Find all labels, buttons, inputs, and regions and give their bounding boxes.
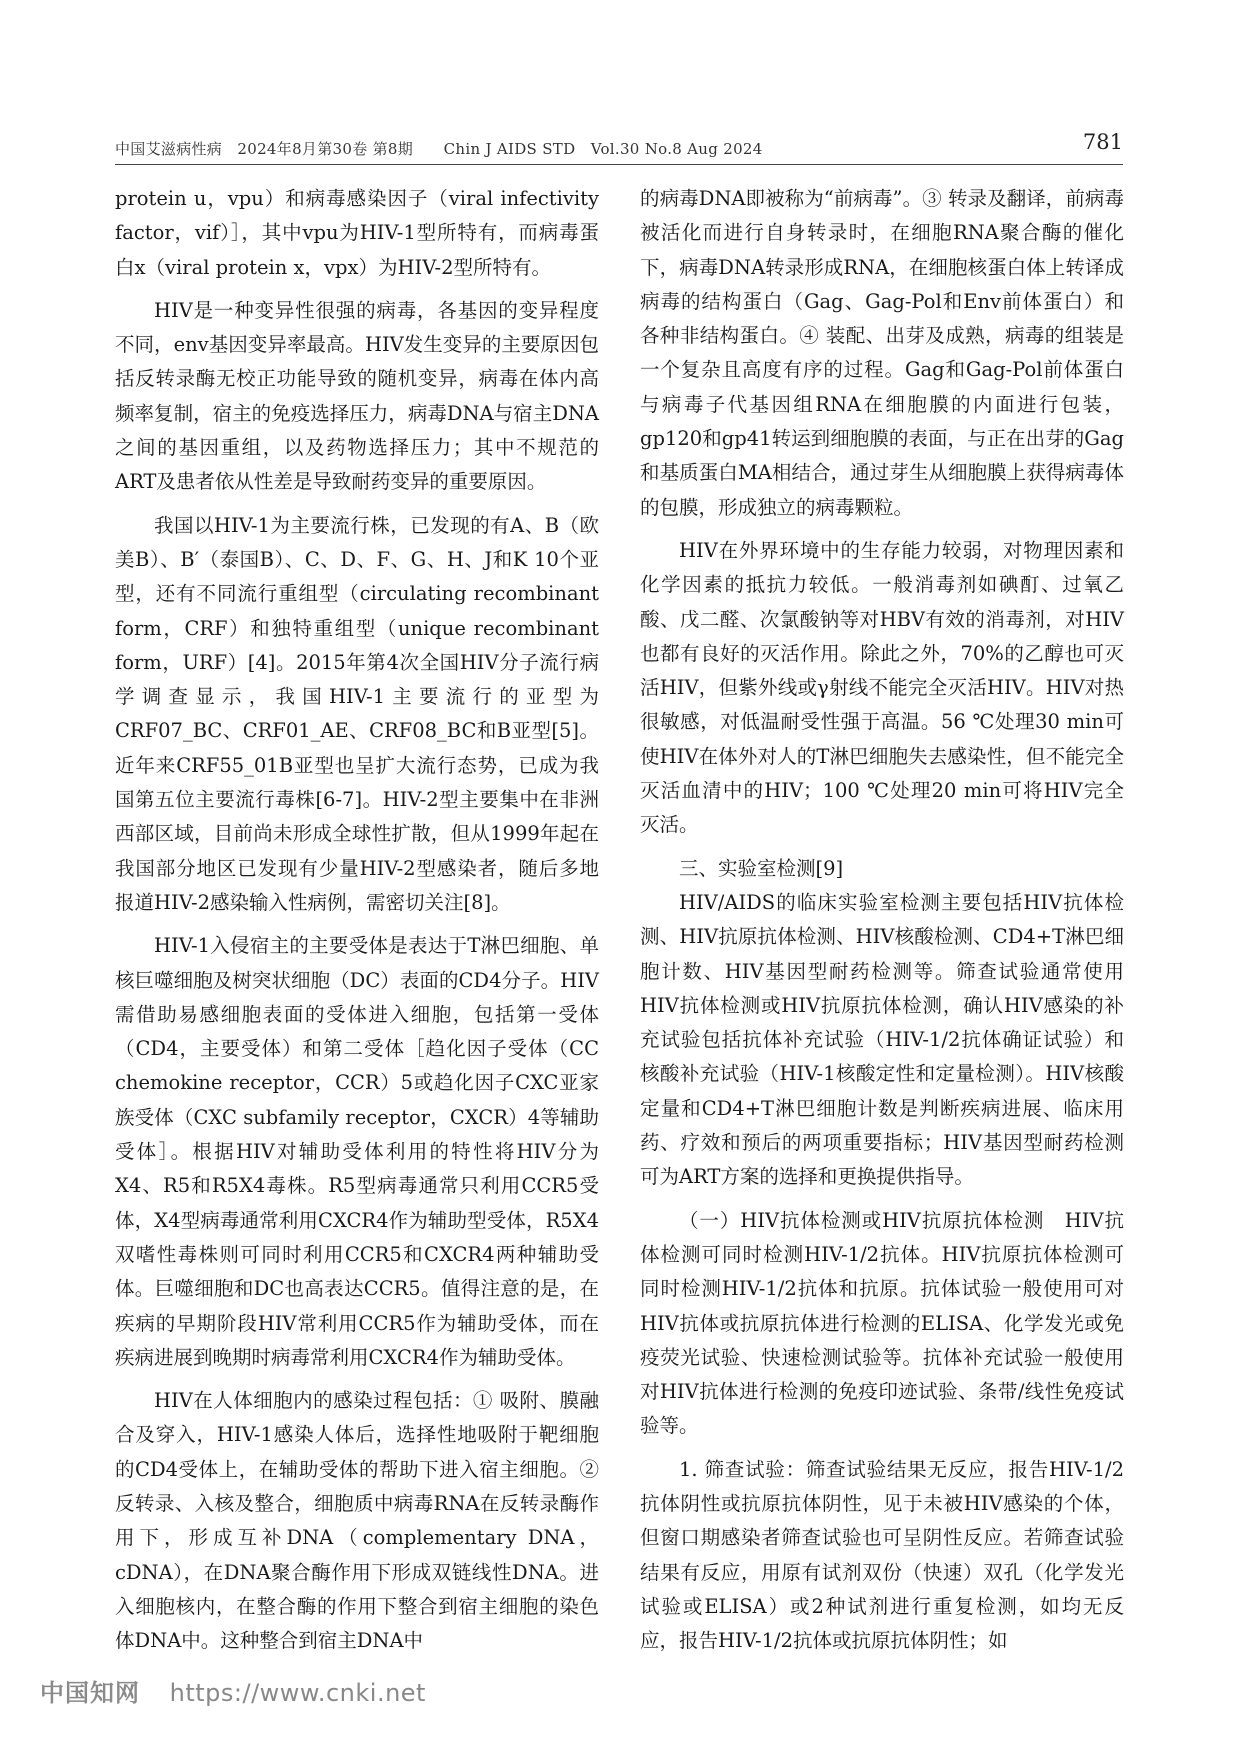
right-column [640,182,1124,1667]
paragraph: HIV-1入侵宿主的主要受体是表达于T淋巴细胞、单核巨噬细胞及树突状细胞（DC）表面的CD4分子。HIV需借助易感细胞表面的受体进入细胞，包括第一受体（CD4，主要受体）和第二受体［趋化因子受体（CC chemokine receptor，CCR）5或趋化因子CXC亚家族受体（CXC subfamily receptor，CXCR）4等辅助受体］。根据HIV对辅助受体利用的特性将HIV分为X4、R5和R5X4毒株。R5型病毒通常只利用CCR5受体，X4型病毒通常利用CXCR4作为辅助型受体，R5X4双嗜性毒株则可同时利用CCR5和CXCR4两种辅助受体。巨噬细胞和DC也高表达CCR5。值得注意的是，在疾病的早期阶段HIV常利用CCR5作为辅助受体，而在疾病进展到晚期时病毒常利用CXCR4作为辅助受体。 [115,934,599,1369]
paragraph: HIV/AIDS的临床实验室检测主要包括HIV抗体检测、HIV抗原抗体检测、HIV核酸检测、CD4+T淋巴细胞计数、HIV基因型耐药检测等。筛查试验通常使用HIV抗体检测或HIV抗原抗体检测，确认HIV感染的补充试验包括抗体补充试验（HIV-1/2抗体确证试验）和核酸补充试验（HIV-1核酸定性和定量检测）。HIV核酸定量和CD4+T淋巴细胞计数是判断疾病进展、临床用药、疗效和预后的两项重要指标；HIV基因型耐药检测可为ART方案的选择和更换提供指导。 [640,890,1124,1189]
left-column [115,182,599,1667]
paragraph: 1. 筛查试验：筛查试验结果无反应，报告HIV-1/2抗体阴性或抗原抗体阴性，见于未被HIV感染的个体，但窗口期感染者筛查试验也可呈阴性反应。若筛查试验结果有反应，用原有试剂双份（快速）双孔（化学发光试验或ELISA）或2种试剂进行重复检测，如均无反应，报告HIV-1/2抗体或抗原抗体阴性；如 [640,1457,1124,1653]
paragraph: HIV在外界环境中的生存能力较弱，对物理因素和化学因素的抵抗力较低。一般消毒剂如碘酊、过氧乙酸、戊二醛、次氯酸钠等对HBV有效的消毒剂，对HIV也都有良好的灭活作用。除此之外，70%的乙醇也可灭活HIV，但紫外线或γ射线不能完全灭活HIV。HIV对热很敏感，对低温耐受性强于高温。56 ℃处理30 min可使HIV在体外对人的T淋巴细胞失去感染性，但不能完全灭活血清中的HIV；100 ℃处理20 min可将HIV完全灭活。 [640,538,1124,837]
paragraph: 我国以HIV-1为主要流行株，已发现的有A、B（欧美B）、B′（泰国B）、C、D、F、G、H、J和K 10个亚型，还有不同流行重组型（circulating recombinant form，CRF）和独特重组型（unique recombinant form，URF）[4]。2015年第4次全国HIV分子流行病学调查显示，我国HIV-1主要流行的亚型为CRF07_BC、CRF01_AE、CRF08_BC和B亚型[5]。近年来CRF55_01B亚型也呈扩大流行态势，已成为我国第五位主要流行毒株[6-7]。HIV-2型主要集中在非洲西部区域，目前尚未形成全球性扩散，但从1999年起在我国部分地区已发现有少量HIV-2型感染者，随后多地报道HIV-2感染输入性病例，需密切关注[8]。 [115,513,599,914]
paragraph: （一）HIV抗体检测或HIV抗原抗体检测 HIV抗体检测可同时检测HIV-1/2抗体。HIV抗原抗体检测可同时检测HIV-1/2抗体和抗原。抗体试验一般使用可对HIV抗体或抗原抗体进行检测的ELISA、化学发光或免疫荧光试验、快速检测试验等。抗体补充试验一般使用对HIV抗体进行检测的免疫印迹试验、条带/线性免疫试验等。 [640,1208,1124,1438]
section-heading: 三、实验室检测[9] [679,856,844,880]
paragraph: protein u，vpu）和病毒感染因子（viral infectivity factor，vif）］，其中vpu为HIV-1型所特有，而病毒蛋白x（viral protein x，vpx）为HIV-2型所特有。 [115,187,599,279]
journal-citation: 中国艾滋病性病 2024年8月第30卷 第8期 Chin J AIDS STD Vol.30 No.8 Aug 2024 [115,140,763,158]
paragraph: 的病毒DNA即被称为“前病毒”。③ 转录及翻译，前病毒被活化而进行自身转录时，在细胞RNA聚合酶的催化下，病毒DNA转录形成RNA，在细胞核蛋白体上转译成病毒的结构蛋白（Gag、Gag-Pol和Env前体蛋白）和各种非结构蛋白。④ 装配、出芽及成熟，病毒的组装是一个复杂且高度有序的过程。Gag和Gag-Pol前体蛋白与病毒子代基因组RNA在细胞膜的内面进行包装，gp120和gp41转运到细胞膜的表面，与正在出芽的Gag和基质蛋白MA相结合，通过芽生从细胞膜上获得病毒体的包膜，形成独立的病毒颗粒。 [640,187,1124,519]
paragraph: HIV是一种变异性很强的病毒，各基因的变异程度不同，env基因变异率最高。HIV发生变异的主要原因包括反转录酶无校正功能导致的随机变异，病毒在体内高频率复制，宿主的免疫选择压力，病毒DNA与宿主DNA之间的基因重组，以及药物选择压力；其中不规范的ART及患者依从性差是导致耐药变异的重要原因。 [115,298,599,494]
page-number: 781 [1082,130,1123,154]
watermark-footer [40,1673,426,1708]
cnki-logo-text: 中国知网 [40,1679,140,1707]
cnki-url[interactable]: https://www.cnki.net [169,1679,426,1707]
running-header [115,130,1123,164]
header-rule [115,164,1123,165]
paragraph: HIV在人体细胞内的感染过程包括：① 吸附、膜融合及穿入，HIV-1感染人体后，选择性地吸附于靶细胞的CD4受体上，在辅助受体的帮助下进入宿主细胞。② 反转录、入核及整合，细胞质中病毒RNA在反转录酶作用下，形成互补DNA（complementary DNA，cDNA），在DNA聚合酶作用下形成双链线性DNA。进入细胞核内，在整合酶的作用下整合到宿主细胞的染色体DNA中。这种整合到宿主DNA中 [115,1389,599,1653]
